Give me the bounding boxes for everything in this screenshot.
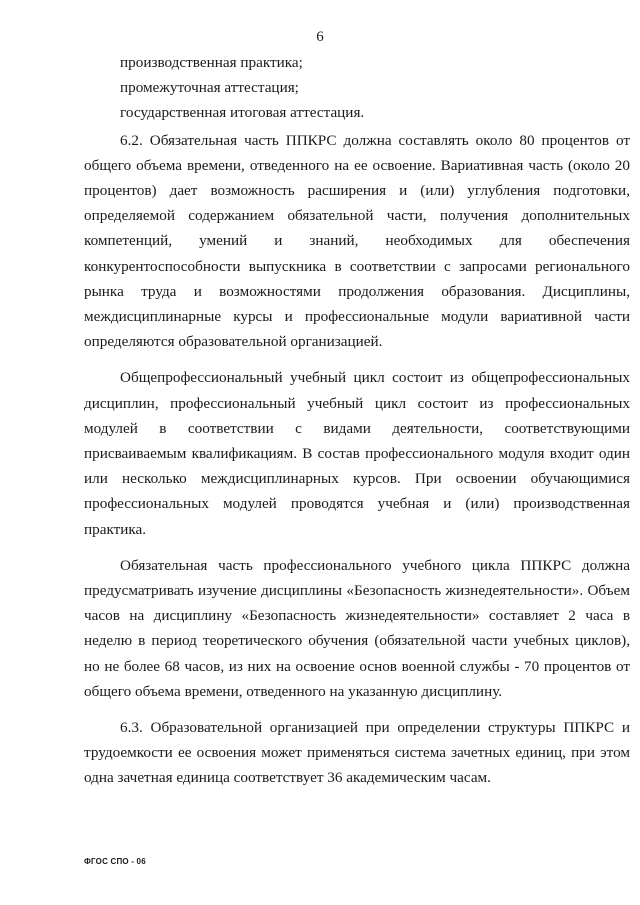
paragraph-life-safety-discipline: Обязательная часть профессионального учебного цикла ППКРС должна предусматривать изучение дисциплины «Безопасность жизнедеятельности». Объем часов на дисциплину «Безопасность жизнедеятельности» составляет 2 часа в неделю в период теоретического обучения (обязательной части учебных циклов), но не более 68 часов, из них на освоение основ военной службы - 70 процентов от общего объема времени, отведенного на указанную дисциплину. xyxy=(84,556,630,700)
page-number: 6 xyxy=(316,29,324,45)
list-item-interim-attestation: промежуточная аттестация; xyxy=(120,79,299,97)
list-item-state-final-attestation: государственная итоговая аттестация. xyxy=(120,104,365,122)
paragraph-general-professional-cycle: Общепрофессиональный учебный цикл состоит из общепрофессиональных дисциплин, профессиональный учебный цикл состоит из профессиональных модулей в соответствии с видами деятельности, соответствующими присваиваемым квалификациям. В состав профессионального модуля входит один или несколько междисциплинарных курсов. При освоении обучающимися профессиональных модулей проводятся учебная и (или) производственная практика. xyxy=(84,369,630,538)
paragraph-6-3: 6.3. Образовательной организацией при определении структуры ППКРС и трудоемкости ее освоения может применяться система зачетных единиц, при этом одна зачетная единица соответствует 36 академическим часам. xyxy=(84,719,630,787)
document-body xyxy=(84,50,630,791)
list-item-production-practice: производственная практика; xyxy=(120,54,303,71)
document-footer: ФГОС СПО - 06 xyxy=(84,857,146,866)
paragraph-6-2: 6.2. Обязательная часть ППКРС должна составлять около 80 процентов от общего объема времени, отведенного на ее освоение. Вариативная часть (около 20 процентов) дает возможность расширения и (или) углубления подготовки, определяемой содержанием обязательной части, получения дополнительных компетенций, умений и знаний, необходимых для обеспечения конкурентоспособности выпускника в соответствии с запросами регионального рынка труда и возможностями продолжения образования. Дисциплины, междисциплинарные курсы и профессиональные модули вариативной части определяются образовательной организацией. xyxy=(84,131,630,351)
